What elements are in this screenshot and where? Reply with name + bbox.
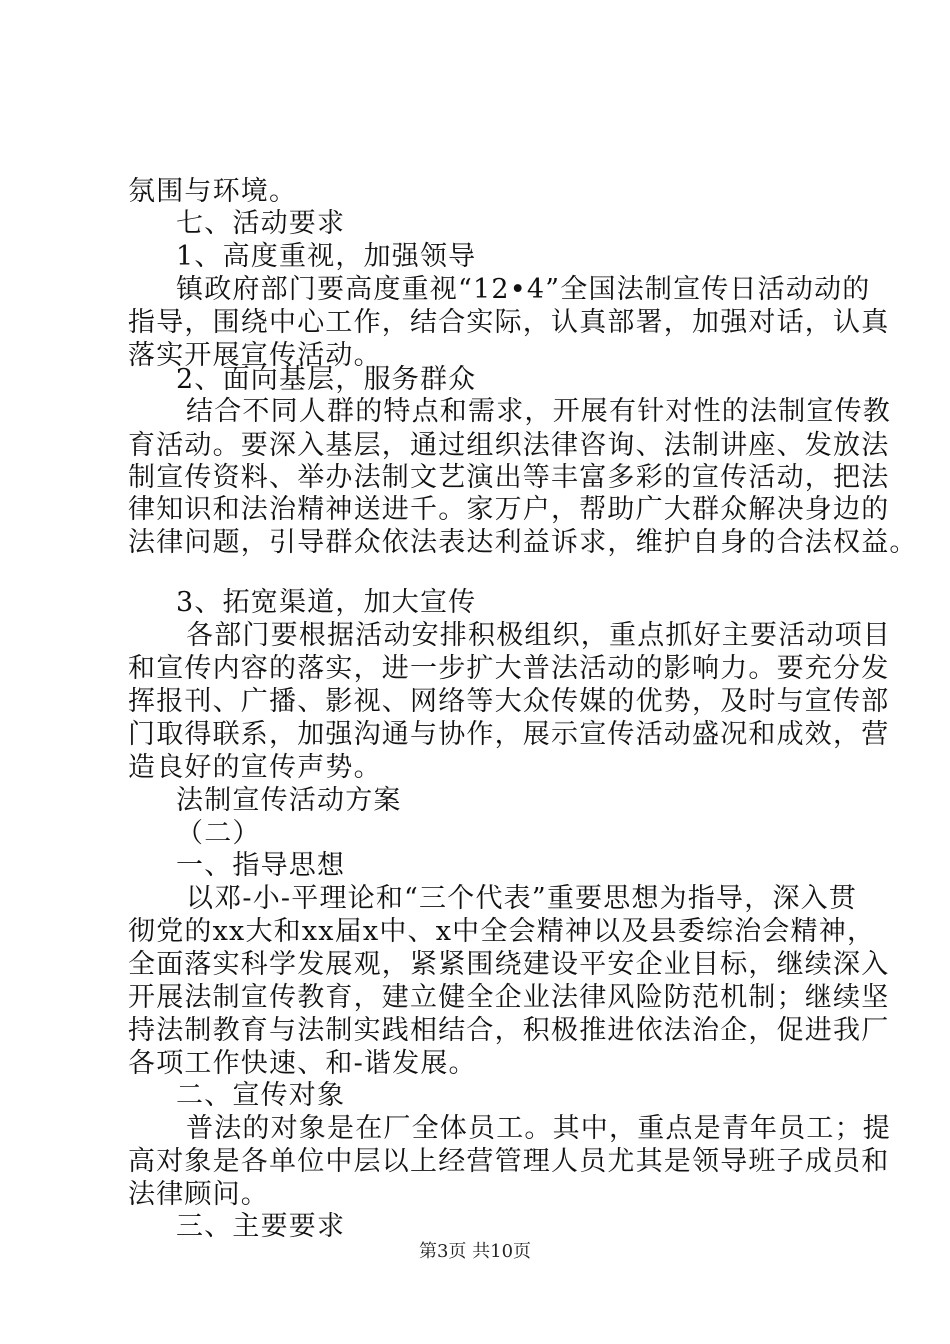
text-line: 法律顾问。 bbox=[128, 1179, 269, 1210]
text-line: 全面落实科学发展观，紧紧围绕建设平安企业目标，继续深入 bbox=[128, 949, 890, 980]
text-line: 造良好的宣传声势。 bbox=[128, 752, 382, 783]
text-line: 高对象是各单位中层以上经营管理人员尤其是领导班子成员和 bbox=[128, 1146, 890, 1177]
text-line: 开展法制宣传教育，建立健全企业法律风险防范机制；继续坚 bbox=[128, 982, 890, 1013]
document-subtitle: （二） bbox=[176, 818, 261, 849]
subsection-heading: 3、拓宽渠道，加大宣传 bbox=[176, 587, 477, 618]
text-line: 和宣传内容的落实，进一步扩大普法活动的影响力。要充分发 bbox=[128, 653, 890, 684]
text-line: 落实开展宣传活动。 bbox=[128, 340, 382, 371]
text-line: 育活动。要深入基层，通过组织法律咨询、法制讲座、发放法 bbox=[128, 430, 890, 461]
text-line: 指导，围绕中心工作，结合实际，认真部署，加强对话，认真 bbox=[128, 307, 890, 338]
section-heading: 七、活动要求 bbox=[176, 208, 346, 239]
subsection-heading: 1、高度重视，加强领导 bbox=[176, 241, 477, 272]
text-line: 持法制教育与法制实践相结合，积极推进依法治企，促进我厂 bbox=[128, 1015, 890, 1046]
text-line: 各部门要根据活动安排积极组织，重点抓好主要活动项目 bbox=[186, 620, 891, 651]
text-line: 以邓-小-平理论和“三个代表”重要思想为指导，深入贯 bbox=[186, 883, 858, 914]
page-number-footer: 第3页 共10页 bbox=[418, 1241, 532, 1262]
text-line: 门取得联系，加强沟通与协作，展示宣传活动盛况和成效，营 bbox=[128, 719, 890, 750]
text-line: 镇政府部门要高度重视“12•4”全国法制宣传日活动动的 bbox=[176, 274, 871, 305]
section-heading: 二、宣传对象 bbox=[176, 1080, 346, 1111]
text-line: 普法的对象是在厂全体员工。其中，重点是青年员工；提 bbox=[186, 1113, 891, 1144]
document-title: 法制宣传活动方案 bbox=[176, 785, 402, 816]
text-line: 彻党的xx大和xx届x中、x中全会精神以及县委综治会精神， bbox=[128, 916, 876, 947]
text-line: 挥报刊、广播、影视、网络等大众传媒的优势，及时与宣传部 bbox=[128, 686, 890, 717]
section-heading: 一、指导思想 bbox=[176, 850, 346, 881]
subsection-heading: 2、面向基层，服务群众 bbox=[176, 364, 477, 395]
text-line: 各项工作快速、和-谐发展。 bbox=[128, 1048, 477, 1079]
text-line: 制宣传资料、举办法制文艺演出等丰富多彩的宣传活动，把法 bbox=[128, 462, 890, 493]
section-heading: 三、主要要求 bbox=[176, 1211, 346, 1242]
text-line: 律知识和法治精神送进千。家万户，帮助广大群众解决身边的 bbox=[128, 494, 890, 525]
text-line: 法律问题，引导群众依法表达利益诉求，维护自身的合法权益。 bbox=[128, 527, 918, 558]
text-line: 氛围与环境。 bbox=[128, 176, 298, 207]
text-line: 结合不同人群的特点和需求，开展有针对性的法制宣传教 bbox=[186, 396, 891, 427]
